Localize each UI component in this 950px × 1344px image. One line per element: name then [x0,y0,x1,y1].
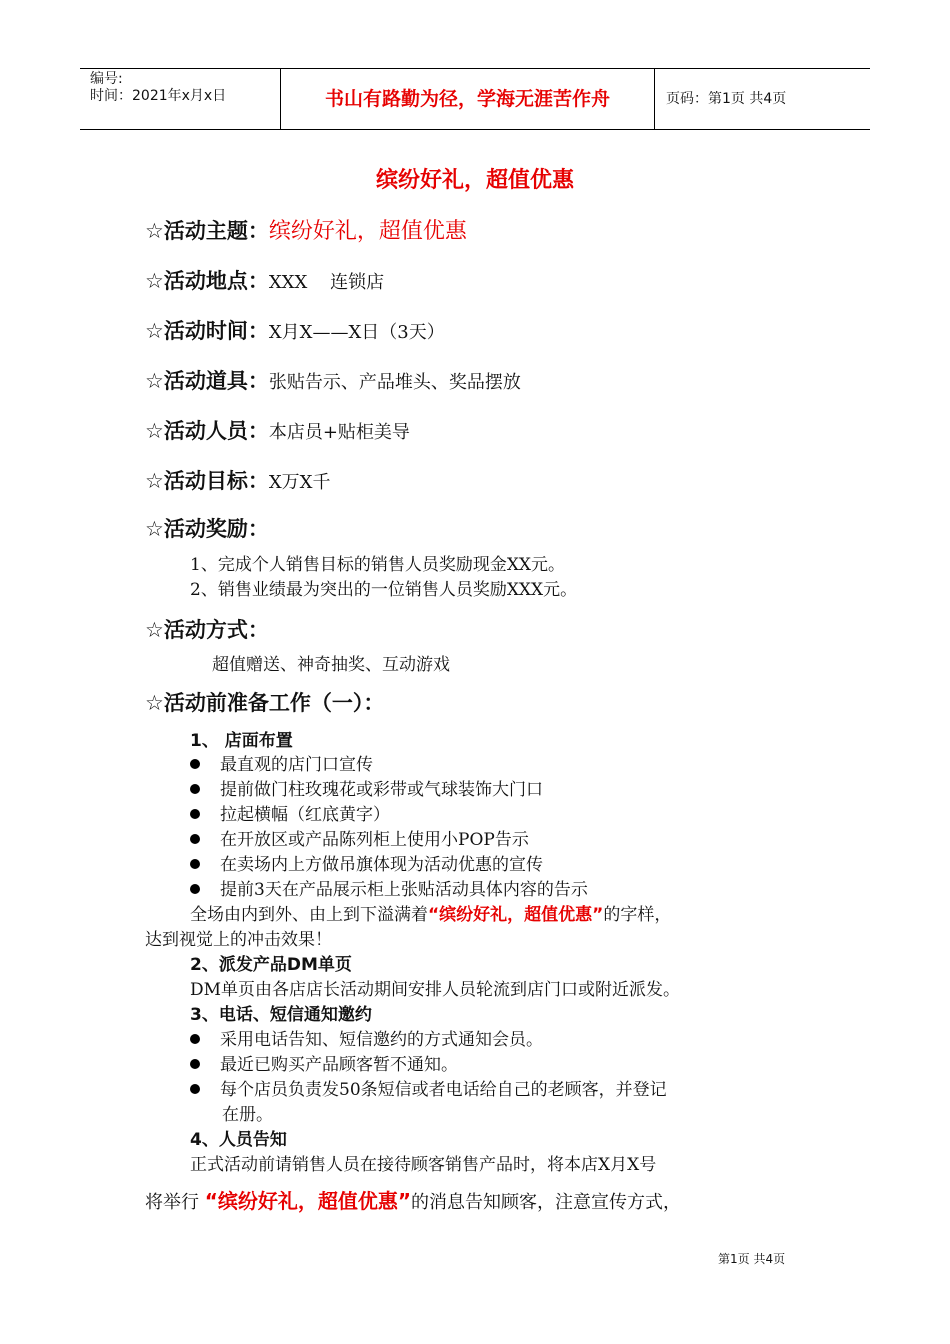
list-item: 每个店员负责发50条短信或者电话给自己的老顾客，并登记 [190,1078,667,1102]
item-label: ☆活动时间： [145,319,269,343]
item-value: 缤纷好礼，超值优惠 [268,219,467,244]
header-left-cell [80,69,281,129]
item-value: X万X千 [268,472,331,493]
item-label: ☆活动道具： [145,369,269,393]
reward-heading: ☆活动奖励： [145,517,269,541]
item-value: XXX 连锁店 [268,272,385,293]
item-label: ☆活动主题： [145,219,269,243]
list-item: 在卖场内上方做吊旗体现为活动优惠的宣传 [190,853,543,877]
item-label: ☆活动目标： [145,469,269,493]
list-item: 拉起横幅（红底黄字） [190,803,390,827]
bullet-icon [190,809,200,819]
header-page-info: 页码：第1页 共4页 [666,91,787,107]
prep-heading: ☆活动前准备工作（一）： [145,691,385,715]
bullet-icon [190,859,200,869]
header-motto: 书山有路勤为径，学海无涯苦作舟 [281,69,655,129]
item-location [145,266,384,298]
page-footer: 第1页 共4页 [718,1252,786,1266]
section-2-text: DM单页由各店店长活动期间安排人员轮流到店门口或附近派发。 [190,980,681,1000]
item-value: 本店员+贴柜美导 [268,422,410,443]
bullet-icon [190,784,200,794]
item-props [145,366,521,398]
section-3-title: 3、电话、短信通知邀约 [190,1005,372,1025]
section-1-summary: 全场由内到外、由上到下溢满着“缤纷好礼，超值优惠”的字样， [190,905,672,925]
document-title: 缤纷好礼，超值优惠 [375,168,574,193]
item-value: X月X——X日（3天） [268,322,445,343]
list-item: 提前3天在产品展示柜上张贴活动具体内容的告示 [190,878,588,902]
list-item: 最直观的店门口宣传 [190,753,373,777]
document-header [80,68,870,130]
code-label: 编号: [90,71,123,87]
section-4-text: 正式活动前请销售人员在接待顾客销售产品时，将本店X月X号 [190,1155,657,1175]
bullet-icon [190,1084,200,1094]
bullet-icon [190,834,200,844]
list-item: 最近已购买产品顾客暂不通知。 [190,1053,458,1077]
item-time [145,316,445,348]
reward-line: 1、完成个人销售目标的销售人员奖励现金XX元。 [190,555,566,575]
item-target [145,466,330,498]
reward-line: 2、销售业绩最为突出的一位销售人员奖励XXX元。 [190,580,578,600]
bullet-icon [190,884,200,894]
list-item: 提前做门柱玫瑰花或彩带或气球装饰大门口 [190,778,543,802]
list-item: 在开放区或产品陈列柜上使用小POP告示 [190,828,529,852]
item-label: ☆活动地点： [145,269,269,293]
section-4-title: 4、人员告知 [190,1130,287,1150]
section-2-title: 2、派发产品DM单页 [190,955,352,975]
item-theme [145,216,467,247]
list-item: 采用电话告知、短信邀约的方式通知会员。 [190,1028,543,1052]
method-heading: ☆活动方式： [145,618,269,642]
section-1-title: 1、 店面布置 [190,731,293,751]
bullet-icon [190,759,200,769]
item-label: ☆活动人员： [145,419,269,443]
date-label: 时间：2021年x月x日 [90,88,227,104]
bullet-icon [190,1059,200,1069]
section-3-continuation: 在册。 [222,1105,273,1125]
method-text: 超值赠送、神奇抽奖、互动游戏 [212,655,450,675]
section-4-text-cont: 将举行 “缤纷好礼，超值优惠”的消息告知顾客，注意宣传方式， [145,1189,682,1213]
item-staff [145,416,410,448]
section-1-summary-cont: 达到视觉上的冲击效果！ [145,930,332,950]
item-value: 张贴告示、产品堆头、奖品摆放 [268,372,521,393]
bullet-icon [190,1034,200,1044]
